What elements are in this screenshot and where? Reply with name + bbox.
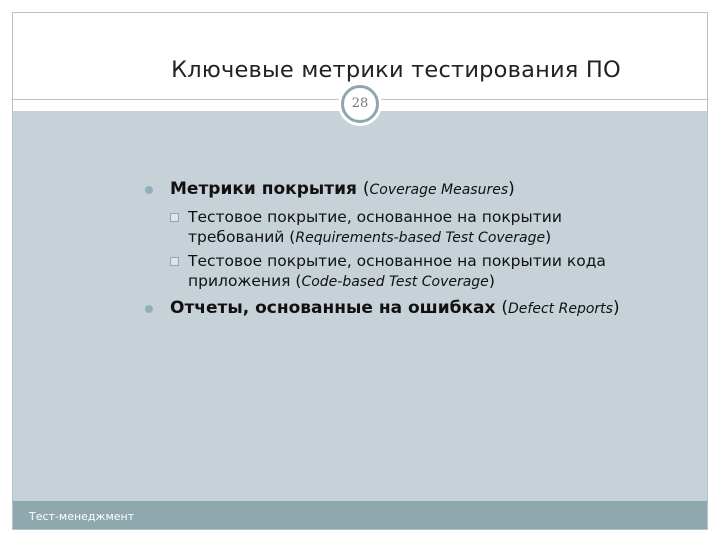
bullet-icon: [145, 305, 153, 313]
sub-item-english: Code-based Test Coverage: [301, 274, 489, 290]
bullet-list: [145, 178, 685, 321]
footer-bar: [13, 501, 708, 530]
sub-item-requirements: Тестовое покрытие, основанное на покрытии требований (Requirements-based Test Coverage): [188, 207, 658, 248]
list-item-english: (Coverage Measures): [362, 179, 515, 199]
list-item-title: Отчеты, основанные на ошибках: [170, 298, 496, 318]
list-item-english: (Defect Reports): [501, 298, 620, 318]
square-bullet-icon: [170, 257, 179, 266]
sub-item-english: Requirements-based Test Coverage: [295, 230, 546, 246]
page-number: 28: [351, 96, 369, 111]
square-bullet-icon: [170, 213, 179, 222]
page-number-badge: [341, 85, 379, 123]
sub-item-code: Тестовое покрытие, основанное на покрытии кода приложения (Code-based Test Coverage): [188, 251, 658, 292]
list-item-title: Метрики покрытия: [170, 179, 357, 199]
footer-text: Тест-менеджмент: [29, 510, 135, 523]
sub-item-text: Тестовое покрытие, основанное на покрытии требований: [188, 208, 562, 246]
sub-item-text: Тестовое покрытие, основанное на покрытии кода приложения: [188, 252, 606, 290]
slide-title: Ключевые метрики тестирования ПО: [171, 57, 621, 83]
list-item-defects: [145, 297, 685, 321]
list-item-coverage: [145, 178, 685, 202]
bullet-icon: [145, 186, 153, 194]
